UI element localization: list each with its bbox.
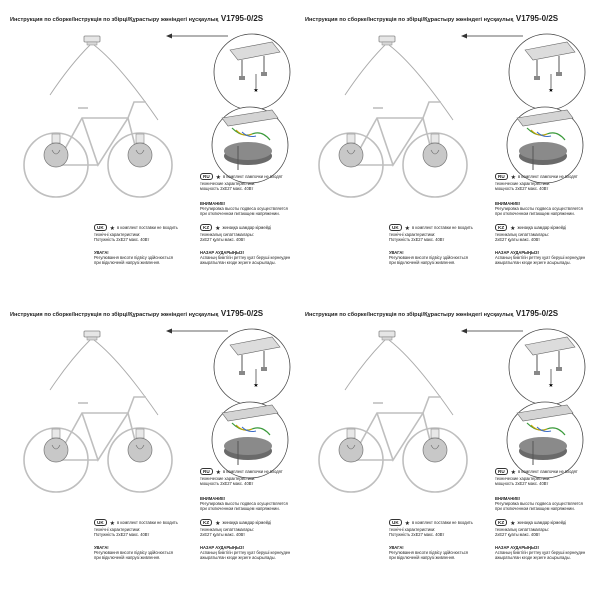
uk-line1: в комплект поставки не входить (412, 225, 473, 230)
uv-line2: при відключеній напрузі живлення. (389, 555, 456, 561)
badge-uk: UK (94, 224, 107, 231)
uk-line1: в комплект поставки не входить (412, 520, 473, 525)
ru-line3: мощность 2xE27 макс. 40Вт (200, 481, 254, 487)
suspension-cable-left (50, 45, 90, 95)
suspension-cable-left (50, 340, 90, 390)
ceiling-canopy (84, 331, 100, 337)
ua-line1: Регулировка высоты подвеса осуществляется (200, 206, 288, 212)
arrow-head-icon (166, 329, 172, 334)
kz2-line2: ажыратылған кезде жүзеге асырылады. (200, 555, 276, 561)
block-kz-warning (495, 250, 595, 266)
ceiling-canopy (379, 331, 395, 337)
block-ua (200, 201, 300, 217)
block-ru (495, 173, 595, 192)
ru-line2: технические характеристики: (200, 181, 256, 187)
kz-line1: жинаққа шамдар кірмейді (517, 225, 567, 230)
ru-line3: мощность 2xE27 макс. 40Вт (495, 481, 549, 487)
badge-uk: UK (94, 519, 107, 526)
badge-kz: KZ (200, 224, 212, 231)
lamp-right (128, 429, 152, 462)
badge-kz: KZ (495, 519, 507, 526)
kz-line2: техникалық сипаттамалары: (200, 527, 254, 533)
star-icon: ★ (404, 521, 411, 527)
kz-line2: техникалық сипаттамалары: (200, 232, 254, 238)
star-icon: ★ (109, 521, 116, 527)
block-kz-warning (495, 545, 595, 561)
arrow-head-icon (461, 329, 467, 334)
header-text: Инструкция по сборке/Інструкція по збірці/Құрастыру жөніндегі нұсқаулық (10, 312, 219, 318)
kz2-line2: ажыратылған кезде жүзеге асырылады. (495, 555, 571, 561)
lamp-left (339, 429, 363, 462)
detail-circle-mounting (214, 329, 290, 405)
arrow-head-icon (166, 34, 172, 39)
uv-line2: при відключеній напрузі живлення. (389, 260, 456, 266)
uv-line1: Регулювання висоти підвісу здійснюється (389, 550, 468, 556)
arrow-head-icon (461, 34, 467, 39)
kz2-line1: Аспаның биіктігін реттеу қуат беруші кернеуден (200, 550, 291, 556)
detail-circle-mounting (509, 34, 585, 110)
block-kz-warning (200, 250, 300, 266)
svg-text:★: ★ (548, 87, 554, 94)
detail-circle-wiring (507, 402, 583, 478)
badge-ru: RU (200, 468, 213, 475)
ru-line1: в комплект лампочки не входят (518, 469, 578, 474)
uk-line2: технічні характеристики: (389, 232, 436, 238)
uv-line1: Регулювання висоти підвісу здійснюється (389, 255, 468, 261)
kz-line3: 2xE27 қуаты макс. 40Вт (200, 237, 245, 243)
ua-title: ВНИМАНИЕ! (200, 496, 226, 501)
suspension-cable-right (94, 45, 158, 120)
model-code: V1795-0/2S (515, 14, 559, 23)
model-code: V1795-0/2S (220, 309, 264, 318)
ua-line2: при отключенном питающем напряжении. (200, 211, 280, 217)
detail-circle-mounting (214, 34, 290, 110)
star-icon: ★ (510, 226, 516, 232)
header-text: Инструкция по сборке/Інструкція по збірці/Құрастыру жөніндегі нұсқаулық (305, 312, 514, 318)
kz2-line2: ажыратылған кезде жүзеге асырылады. (200, 260, 276, 266)
uv-line2: при відключеній напрузі живлення. (94, 555, 161, 561)
block-ru (200, 173, 300, 192)
instruction-sheet-3 (10, 305, 300, 595)
svg-text:★: ★ (253, 382, 259, 389)
uv-title: УВАГА! (389, 545, 404, 550)
canopy-base (382, 337, 392, 340)
detail-circle-mounting (509, 329, 585, 405)
block-kz (200, 224, 300, 243)
instruction-sheet-2 (305, 10, 595, 300)
uk-line1: в комплект поставки не входить (117, 520, 178, 525)
ru-line1: в комплект лампочки не входят (223, 174, 283, 179)
kz-line1: жинаққа шамдар кірмейді (222, 225, 272, 230)
header-text: Инструкция по сборке/Інструкція по збірці/Құрастыру жөніндегі нұсқаулық (10, 17, 219, 23)
kz2-line1: Аспаның биіктігін реттеу қуат беруші кернеуден (200, 255, 291, 261)
star-icon: ★ (215, 226, 221, 232)
ru-line1: в комплект лампочки не входят (223, 469, 283, 474)
svg-text:★: ★ (253, 87, 259, 94)
lamp-left (44, 134, 68, 167)
uv-line2: при відключеній напрузі живлення. (94, 260, 161, 266)
kz2-title: НАЗАР АУДАРЫҢЫЗ! (200, 545, 244, 550)
suspension-cable-left (345, 45, 385, 95)
detail-circle-wiring (212, 107, 288, 183)
ua-line1: Регулировка высоты подвеса осуществляется (495, 501, 583, 507)
uk-line3: Потужність 2xE27 макс. 40Вт (389, 532, 445, 538)
star-icon: ★ (404, 226, 411, 232)
ru-line2: технические характеристики: (495, 181, 551, 187)
badge-uk: UK (389, 519, 402, 526)
star-icon: ★ (215, 175, 222, 181)
star-icon: ★ (215, 470, 222, 476)
block-ru (200, 468, 300, 487)
kz2-line2: ажыратылған кезде жүзеге асырылады. (495, 260, 571, 266)
block-ua (200, 496, 300, 512)
header-text: Инструкция по сборке/Інструкція по збірці/Құрастыру жөніндегі нұсқаулық (305, 17, 514, 23)
suspension-cable-right (389, 45, 453, 120)
uv-title: УВАГА! (389, 250, 404, 255)
badge-kz: KZ (495, 224, 507, 231)
kz2-line1: Аспаның биіктігін реттеу қуат беруші кернеуден (495, 550, 586, 556)
canopy-base (87, 337, 97, 340)
instruction-sheet-4 (305, 305, 595, 595)
detail-circle-wiring (212, 402, 288, 478)
kz-line1: жинаққа шамдар кірмейді (517, 520, 567, 525)
badge-ru: RU (495, 173, 508, 180)
svg-text:★: ★ (548, 382, 554, 389)
kz2-line1: Аспаның биіктігін реттеу қуат беруші кернеуден (495, 255, 586, 261)
badge-kz: KZ (200, 519, 212, 526)
block-kz (495, 519, 595, 538)
star-icon: ★ (510, 521, 516, 527)
ua-line1: Регулировка высоты подвеса осуществляется (200, 501, 288, 507)
badge-uk: UK (389, 224, 402, 231)
lamp-left (44, 429, 68, 462)
suspension-cable-left (345, 340, 385, 390)
kz-line1: жинаққа шамдар кірмейді (222, 520, 272, 525)
uv-line1: Регулювання висоти підвісу здійснюється (94, 550, 173, 556)
ru-line2: технические характеристики: (200, 476, 256, 482)
ua-line2: при отключенном питающем напряжении. (200, 506, 280, 512)
ua-title: ВНИМАНИЕ! (495, 496, 521, 501)
kz-line3: 2xE27 қуаты макс. 40Вт (495, 237, 540, 243)
model-code: V1795-0/2S (515, 309, 559, 318)
ua-line1: Регулировка высоты подвеса осуществляется (495, 206, 583, 212)
block-ru (495, 468, 595, 487)
uk-line2: технічні характеристики: (94, 232, 141, 238)
uk-line1: в комплект поставки не входить (117, 225, 178, 230)
canopy-base (87, 42, 97, 45)
uv-title: УВАГА! (94, 250, 109, 255)
kz-line3: 2xE27 қуаты макс. 40Вт (200, 532, 245, 538)
star-icon: ★ (109, 226, 116, 232)
kz-line2: техникалық сипаттамалары: (495, 527, 549, 533)
star-icon: ★ (510, 175, 517, 181)
ru-line3: мощность 2xE27 макс. 40Вт (495, 186, 549, 192)
uv-title: УВАГА! (94, 545, 109, 550)
block-kz (200, 519, 300, 538)
uv-line1: Регулювання висоти підвісу здійснюється (94, 255, 173, 261)
kz2-title: НАЗАР АУДАРЫҢЫЗ! (495, 250, 539, 255)
ceiling-canopy (84, 36, 100, 42)
kz-line2: техникалық сипаттамалары: (495, 232, 549, 238)
badge-ru: RU (495, 468, 508, 475)
ua-line2: при отключенном питающем напряжении. (495, 506, 575, 512)
lamp-right (423, 134, 447, 167)
star-icon: ★ (510, 470, 517, 476)
kz2-title: НАЗАР АУДАРЫҢЫЗ! (200, 250, 244, 255)
ua-line2: при отключенном питающем напряжении. (495, 211, 575, 217)
block-ua (495, 496, 595, 512)
uk-line3: Потужність 2xE27 макс. 40Вт (94, 237, 150, 243)
ceiling-canopy (379, 36, 395, 42)
model-code: V1795-0/2S (220, 14, 264, 23)
detail-circle-wiring (507, 107, 583, 183)
suspension-cable-right (389, 340, 453, 415)
ua-title: ВНИМАНИЕ! (200, 201, 226, 206)
kz-line3: 2xE27 қуаты макс. 40Вт (495, 532, 540, 538)
block-ua (495, 201, 595, 217)
ru-line3: мощность 2xE27 макс. 40Вт (200, 186, 254, 192)
uk-line2: технічні характеристики: (94, 527, 141, 533)
ru-line1: в комплект лампочки не входят (518, 174, 578, 179)
canopy-base (382, 42, 392, 45)
uk-line3: Потужність 2xE27 макс. 40Вт (94, 532, 150, 538)
suspension-cable-right (94, 340, 158, 415)
uk-line2: технічні характеристики: (389, 527, 436, 533)
star-icon: ★ (215, 521, 221, 527)
block-kz-warning (200, 545, 300, 561)
lamp-right (423, 429, 447, 462)
uk-line3: Потужність 2xE27 макс. 40Вт (389, 237, 445, 243)
ua-title: ВНИМАНИЕ! (495, 201, 521, 206)
instruction-sheet-1 (10, 10, 300, 300)
block-kz (495, 224, 595, 243)
lamp-right (128, 134, 152, 167)
lamp-left (339, 134, 363, 167)
badge-ru: RU (200, 173, 213, 180)
kz2-title: НАЗАР АУДАРЫҢЫЗ! (495, 545, 539, 550)
ru-line2: технические характеристики: (495, 476, 551, 482)
